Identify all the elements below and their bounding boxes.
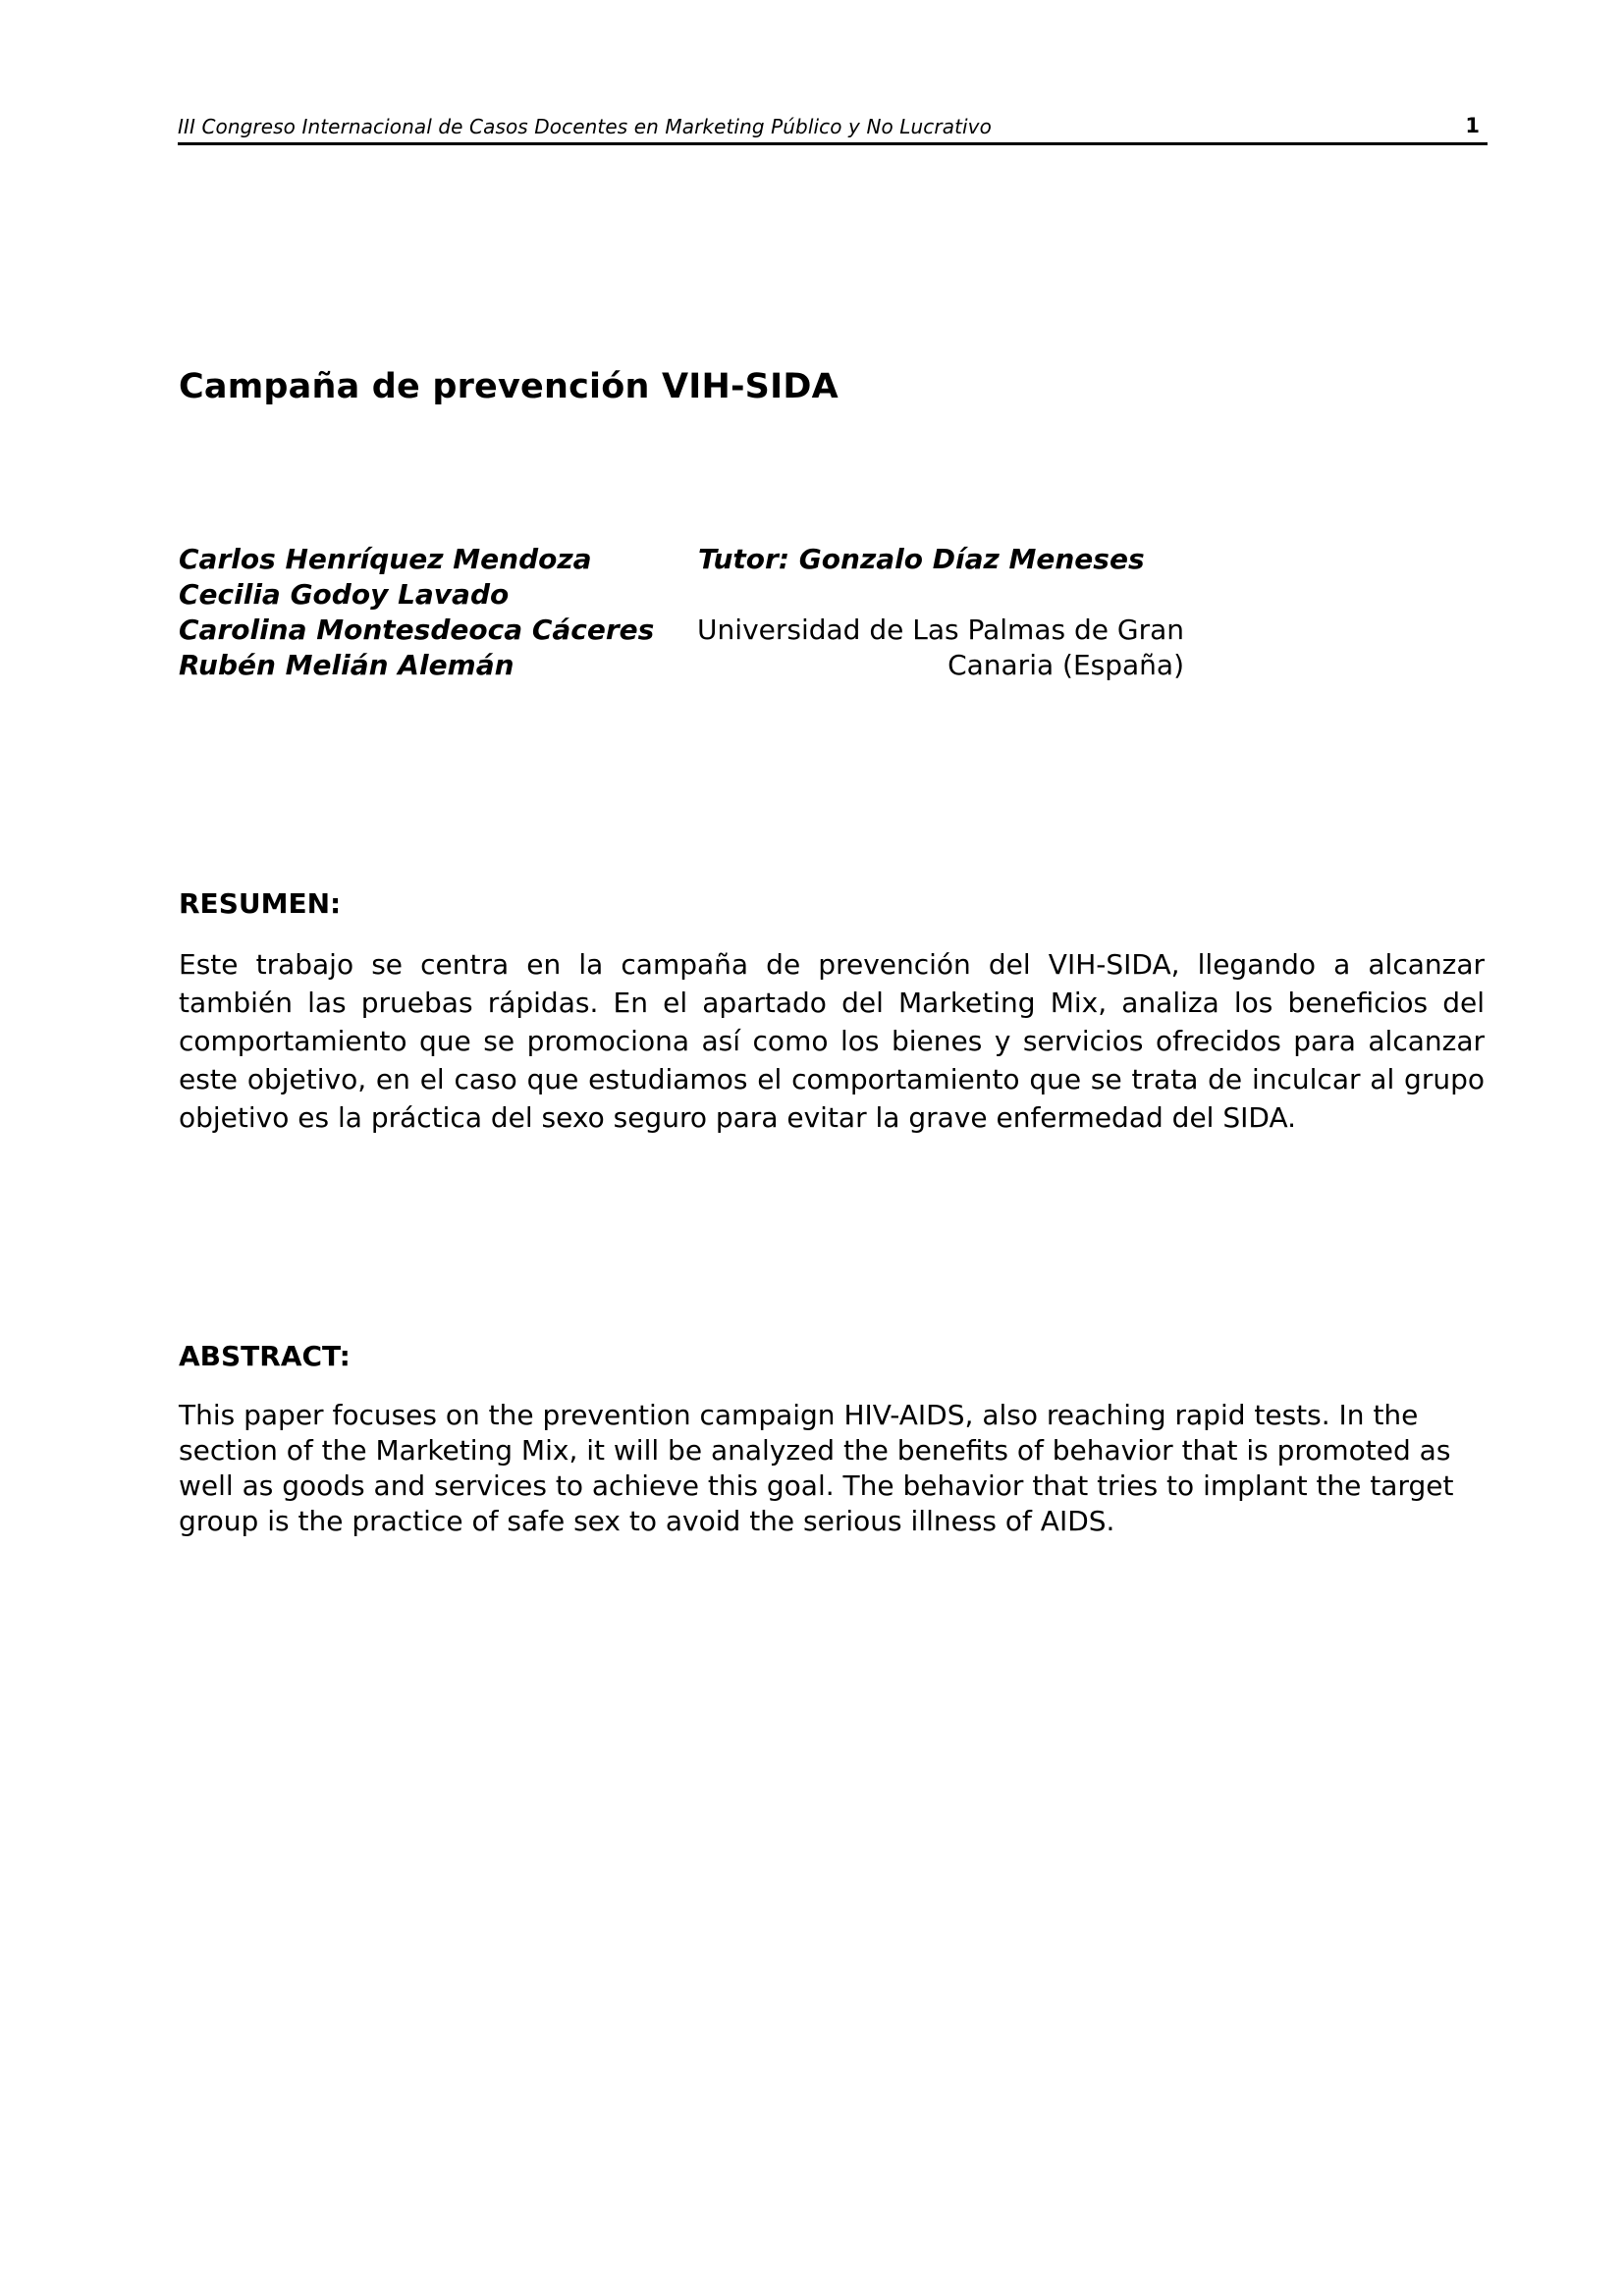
header-title: III Congreso Internacional de Casos Docentes en Marketing Público y No Lucrativo (178, 115, 992, 138)
author-name: Rubén Melián Alemán (179, 649, 514, 681)
author-list (179, 542, 654, 683)
abstract-text: This paper focuses on the prevention campaign HIV-AIDS, also reaching rapid tests. In the section of the Marketing Mix, it will be analyzed the benefits of behavior that is promoted as well as goods and services to achieve this goal. The behavior that tries to implant the target group is the practice of safe sex to avoid the serious illness of AIDS. (179, 1399, 1454, 1537)
author-name: Carolina Montesdeoca Cáceres (179, 614, 655, 646)
running-header (178, 113, 1488, 145)
page-number: 1 (1465, 114, 1480, 137)
affiliation-line: Universidad de Las Palmas de Gran (697, 614, 1184, 646)
abstract-heading: ABSTRACT: (179, 1340, 351, 1372)
author-name: Cecilia Godoy Lavado (179, 578, 510, 611)
affiliation (687, 613, 1184, 683)
paper-title: Campaña de prevención VIH-SIDA (179, 367, 839, 406)
affiliation-line: Canaria (España) (947, 649, 1184, 681)
tutor-name: Tutor: Gonzalo Díaz Meneses (698, 543, 1145, 575)
resumen-text: Este trabajo se centra en la campaña de prevención del VIH-SIDA, llegando a alcanzar también las pruebas rápidas. En el apartado del Marketing Mix, analiza los beneficios del comportamiento que se promociona así como los bienes y servicios ofrecidos para alcanzar este objetivo, en el caso que estudiamos el comportamiento que se trata de inculcar al grupo objetivo es la práctica del sexo seguro para evitar la grave enfermedad del SIDA. (179, 948, 1485, 1134)
resumen-heading: RESUMEN: (179, 887, 342, 920)
author-name: Carlos Henríquez Mendoza (179, 543, 592, 575)
